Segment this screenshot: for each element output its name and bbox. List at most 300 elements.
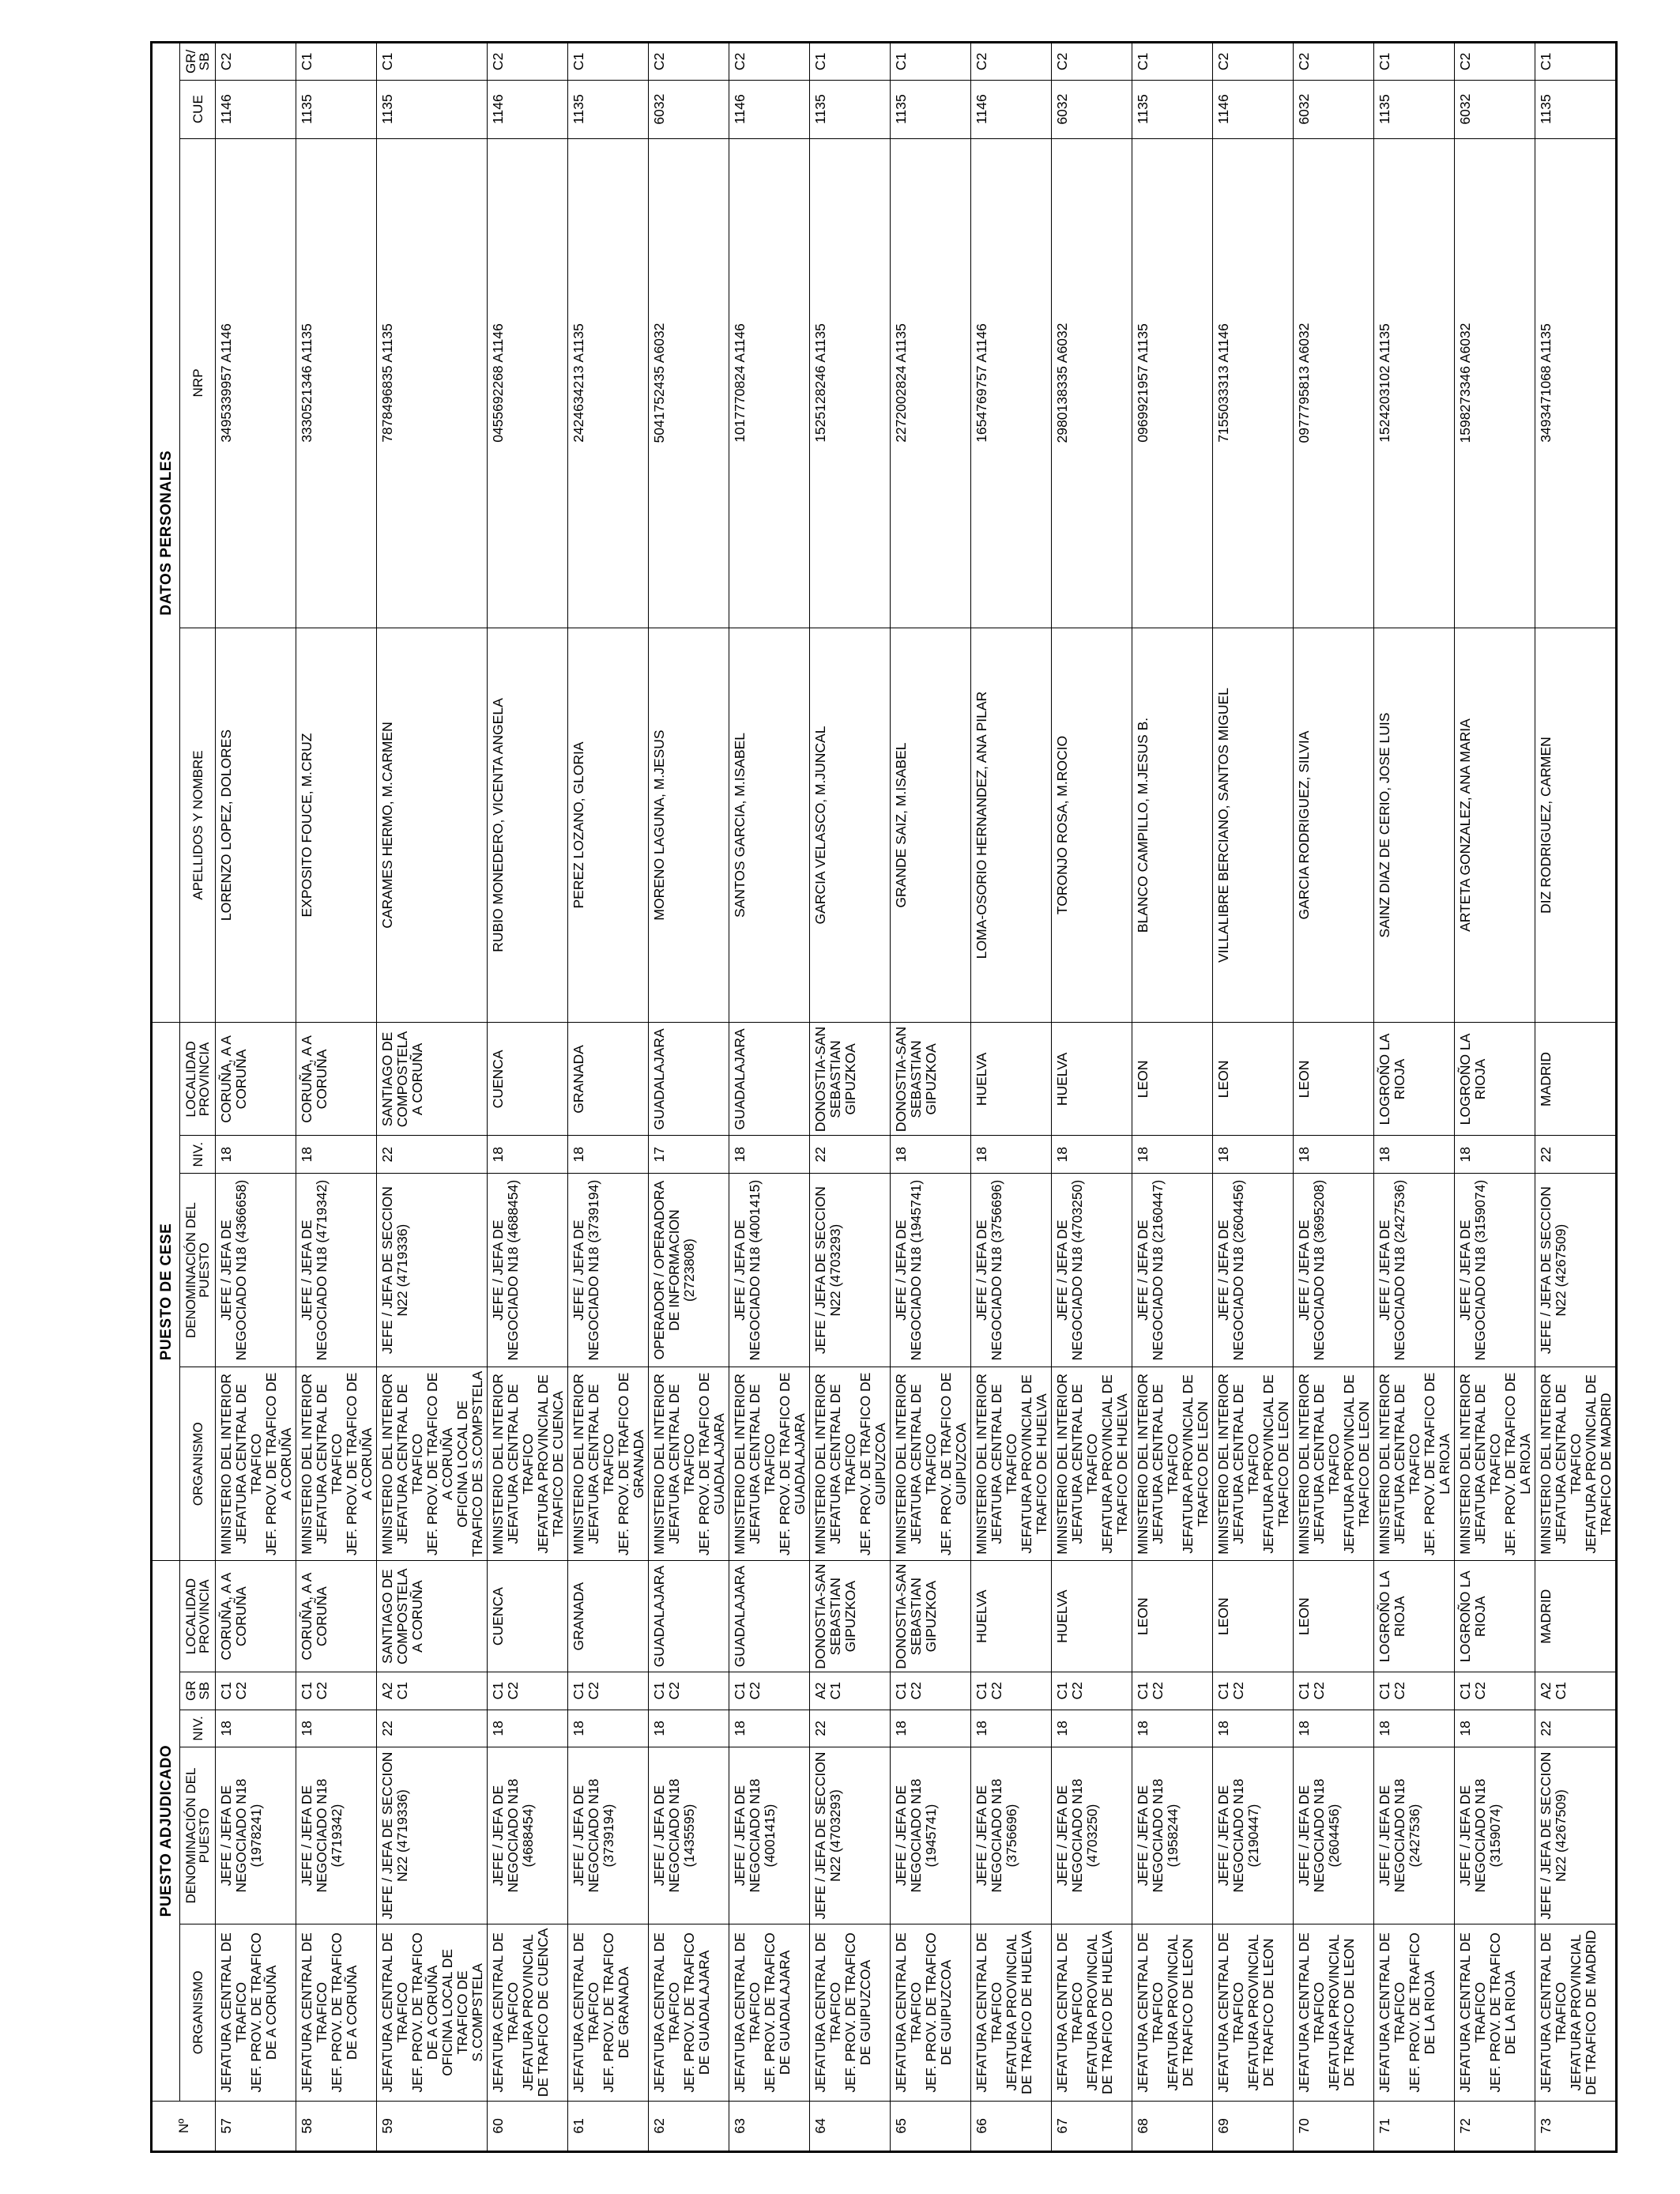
row-number-cell: 72 [1455, 2101, 1535, 2151]
organismo-adjudicado-cell [296, 1924, 377, 2101]
denominacion-adjudicado-cell: JEFE / JEFA DE NEGOCIADO N18 (1958244) [1132, 1747, 1213, 1924]
grupo-personal-cell: C2 [971, 43, 1052, 81]
apellidos-nombre-cell: GRANDE SAIZ, M.ISABEL [891, 628, 971, 1023]
organismo-adjudicado-cell [1374, 1924, 1455, 2101]
apellidos-nombre-cell: SAINZ DIAZ DE CERIO, JOSE LUIS [1374, 628, 1455, 1023]
localidad-adjudicado-cell: CORUÑA, A A CORUÑA [296, 1561, 377, 1672]
denominacion-adjudicado-cell: JEFE / JEFA DE NEGOCIADO N18 (1435595) [649, 1747, 729, 1924]
organismo-cese-line: JEFATURA CENTRAL DE TRAFICO [505, 1384, 536, 1544]
organismo-adjudicado-cell [971, 1924, 1052, 2101]
organismo-cese-cell [296, 1367, 377, 1561]
organismo-cese-line: JEFATURA CENTRAL DE TRAFICO [989, 1384, 1019, 1544]
organismo-adjudicado-line: JEF. PROV. DE TRAFICO DE GUADALAJARA [681, 1932, 712, 2093]
apellidos-nombre-cell: SANTOS GARCIA, M.ISABEL [729, 628, 810, 1023]
denominacion-adjudicado-cell: JEFE / JEFA DE NEGOCIADO N18 (4688454) [488, 1747, 568, 1924]
organismo-cese-line: JEFATURA CENTRAL DE TRAFICO [1150, 1384, 1181, 1544]
organismo-cese-line: MINISTERIO DEL INTERIOR [299, 1373, 315, 1555]
localidad-cese-cell: SANTIAGO DE COMPOSTELA A CORUÑA [377, 1023, 488, 1136]
nrp-cell: 1598273346 A6032 [1455, 138, 1535, 628]
denominacion-adjudicado-cell: JEFE / JEFA DE SECCION N22 (4267509) [1535, 1747, 1617, 1924]
localidad-adjudicado-cell: GUADALAJARA [729, 1561, 810, 1672]
organismo-cese-line: JEFATURA CENTRAL DE TRAFICO [1392, 1384, 1422, 1544]
nrp-cell: 0969921957 A1135 [1132, 138, 1213, 628]
table-row [377, 43, 488, 2152]
organismo-cese-line: JEFATURA PROVINCIAL DE TRAFICO DE LEON [1341, 1374, 1372, 1554]
grupo-adjudicado-cell: C1 C2 [729, 1672, 810, 1710]
denominacion-cese-cell: JEFE / JEFA DE NEGOCIADO N18 (4001415) [729, 1174, 810, 1367]
nrp-cell: 1525128246 A1135 [810, 138, 891, 628]
grupo-adjudicado-cell: C1 C2 [1455, 1672, 1535, 1710]
organismo-cese-line: MINISTERIO DEL INTERIOR [974, 1373, 989, 1555]
nrp-cell: 0455692268 A1146 [488, 138, 568, 628]
cuerpo-cell: 1135 [568, 80, 649, 138]
organismo-cese-line: MINISTERIO DEL INTERIOR [571, 1373, 586, 1555]
localidad-cese-cell: LEON [1213, 1023, 1294, 1136]
organismo-cese-line: JEFATURA CENTRAL DE TRAFICO [314, 1384, 345, 1544]
organismo-cese-line: JEF. PROV. DE TRAFICO DE A CORUÑA [344, 1372, 375, 1556]
header-gr-sb: GR SB [180, 1672, 216, 1710]
organismo-cese-cell [1535, 1367, 1617, 1561]
header-localidad-cese: LOCALIDAD PROVINCIA [180, 1023, 216, 1136]
organismo-cese-line: MINISTERIO DEL INTERIOR [1538, 1373, 1554, 1555]
apellidos-nombre-cell: PEREZ LOZANO, GLORIA [568, 628, 649, 1023]
nivel-cese-cell: 17 [649, 1136, 729, 1174]
nivel-adjudicado-cell: 18 [649, 1710, 729, 1747]
grupo-adjudicado-cell: A2 C1 [810, 1672, 891, 1710]
header-niv: NIV. [180, 1710, 216, 1747]
table-row [488, 43, 568, 2152]
grupo-personal-cell: C1 [1132, 43, 1213, 81]
organismo-adjudicado-cell [1213, 1924, 1294, 2101]
organismo-cese-cell [810, 1367, 891, 1561]
cuerpo-cell: 1135 [296, 80, 377, 138]
header-cue: CUE [180, 80, 216, 138]
organismo-cese-cell [1294, 1367, 1374, 1561]
grupo-adjudicado-cell: C1 C2 [296, 1672, 377, 1710]
cuerpo-cell: 1146 [729, 80, 810, 138]
grupo-adjudicado-cell: C1 C2 [1132, 1672, 1213, 1710]
header-organismo: ORGANISMO [180, 1924, 216, 2101]
organismo-cese-line: JEFATURA CENTRAL DE TRAFICO [233, 1384, 264, 1544]
localidad-adjudicado-cell: HUELVA [1052, 1561, 1132, 1672]
table-row [649, 43, 729, 2152]
localidad-cese-cell: GUADALAJARA [729, 1023, 810, 1136]
nivel-adjudicado-cell: 22 [377, 1710, 488, 1747]
denominacion-cese-cell: JEFE / JEFA DE NEGOCIADO N18 (3739194) [568, 1174, 649, 1367]
header-nrp: NRP [180, 138, 216, 628]
row-number-cell: 63 [729, 2101, 810, 2151]
organismo-cese-line: JEF. PROV. DE TRAFICO DE A CORUÑA [424, 1372, 455, 1556]
apellidos-nombre-cell: GARCIA RODRIGUEZ, SILVIA [1294, 628, 1374, 1023]
nivel-adjudicado-cell: 18 [216, 1710, 296, 1747]
apellidos-nombre-cell: RUBIO MONEDERO, VICENTA ANGELA [488, 628, 568, 1023]
nivel-adjudicado-cell: 18 [1132, 1710, 1213, 1747]
organismo-cese-line: JEFATURA CENTRAL DE TRAFICO [1472, 1384, 1503, 1544]
organismo-cese-line: MINISTERIO DEL INTERIOR [1054, 1373, 1070, 1555]
organismo-adjudicado-cell [1052, 1924, 1132, 2101]
grupo-adjudicado-cell: C1 C2 [216, 1672, 296, 1710]
table-row [568, 43, 649, 2152]
nivel-adjudicado-cell: 18 [891, 1710, 971, 1747]
organismo-adjudicado-line: JEFATURA CENTRAL DE TRAFICO [893, 1932, 924, 2093]
nrp-cell: 7878496835 A1135 [377, 138, 488, 628]
grupo-personal-cell: C2 [729, 43, 810, 81]
grupo-personal-cell: C1 [296, 43, 377, 81]
nivel-cese-cell: 18 [891, 1136, 971, 1174]
cuerpo-cell: 1135 [377, 80, 488, 138]
grupo-adjudicado-cell: C1 C2 [568, 1672, 649, 1710]
grupo-adjudicado-cell: C1 C2 [891, 1672, 971, 1710]
organismo-cese-cell [1213, 1367, 1294, 1561]
organismo-cese-line: JEFATURA CENTRAL DE TRAFICO [827, 1384, 858, 1544]
grupo-personal-cell: C2 [1052, 43, 1132, 81]
grupo-personal-cell: C1 [1535, 43, 1617, 81]
organismo-adjudicado-line: JEFATURA CENTRAL DE TRAFICO [1135, 1932, 1166, 2093]
organismo-cese-line: MINISTERIO DEL INTERIOR [490, 1373, 506, 1555]
apellidos-nombre-cell: CARAMES HERMO, M.CARMEN [377, 628, 488, 1023]
organismo-cese-line: JEFATURA CENTRAL DE TRAFICO [747, 1384, 778, 1544]
nivel-cese-cell: 22 [810, 1136, 891, 1174]
apellidos-nombre-cell: VILLALIBRE BERCIANO, SANTOS MIGUEL [1213, 628, 1294, 1023]
organismo-adjudicado-line: JEFATURA CENTRAL DE TRAFICO [1054, 1932, 1085, 2093]
cuerpo-cell: 6032 [1294, 80, 1374, 138]
organismo-cese-line: JEFATURA CENTRAL DE TRAFICO [666, 1384, 697, 1544]
denominacion-adjudicado-cell: JEFE / JEFA DE NEGOCIADO N18 (1978241) [216, 1747, 296, 1924]
row-number-cell: 65 [891, 2101, 971, 2151]
organismo-cese-cell [649, 1367, 729, 1561]
grupo-adjudicado-cell: C1 C2 [488, 1672, 568, 1710]
nrp-cell: 7155033313 A1146 [1213, 138, 1294, 628]
denominacion-adjudicado-cell: JEFE / JEFA DE NEGOCIADO N18 (4001415) [729, 1747, 810, 1924]
organismo-adjudicado-line: JEFATURA PROVINCIAL DE TRAFICO DE MADRID [1568, 1929, 1599, 2095]
organismo-adjudicado-line: JEFATURA CENTRAL DE TRAFICO [1538, 1932, 1569, 2093]
denominacion-adjudicado-cell: JEFE / JEFA DE NEGOCIADO N18 (4703250) [1052, 1747, 1132, 1924]
nivel-adjudicado-cell: 18 [729, 1710, 810, 1747]
apellidos-nombre-cell: LORENZO LOPEZ, DOLORES [216, 628, 296, 1023]
nivel-adjudicado-cell: 22 [810, 1710, 891, 1747]
organismo-adjudicado-cell [1132, 1924, 1213, 2101]
header-puesto-cese: PUESTO DE CESE [152, 1023, 180, 1561]
organismo-cese-line: MINISTERIO DEL INTERIOR [1135, 1373, 1151, 1555]
cuerpo-cell: 1146 [216, 80, 296, 138]
organismo-cese-line: JEF. PROV. DE TRAFICO DE LA RIOJA [1422, 1372, 1452, 1556]
denominacion-adjudicado-cell: JEFE / JEFA DE NEGOCIADO N18 (2604456) [1294, 1747, 1374, 1924]
denominacion-cese-cell: JEFE / JEFA DE SECCION N22 (4719336) [377, 1174, 488, 1367]
organismo-adjudicado-line: JEFATURA CENTRAL DE TRAFICO [1457, 1932, 1488, 2093]
organismo-cese-cell [891, 1367, 971, 1561]
header-no: Nº [152, 2101, 216, 2151]
nivel-adjudicado-cell: 18 [1052, 1710, 1132, 1747]
cuerpo-cell: 6032 [1052, 80, 1132, 138]
organismo-cese-line: JEFATURA CENTRAL DE TRAFICO [1553, 1384, 1584, 1544]
organismo-cese-line: JEF. PROV. DE TRAFICO DE GUIPUZCOA [857, 1372, 888, 1556]
denominacion-cese-cell: JEFE / JEFA DE NEGOCIADO N18 (2604456) [1213, 1174, 1294, 1367]
denominacion-adjudicado-cell: JEFE / JEFA DE NEGOCIADO N18 (2427536) [1374, 1747, 1455, 1924]
organismo-cese-line: JEF. PROV. DE TRAFICO DE GRANADA [616, 1372, 646, 1556]
organismo-cese-cell [216, 1367, 296, 1561]
organismo-adjudicado-line: JEF. PROV. DE TRAFICO DE LA RIOJA [1487, 1932, 1518, 2093]
organismo-cese-line: JEF. PROV. DE TRAFICO DE A CORUÑA [263, 1372, 294, 1556]
nivel-cese-cell: 22 [377, 1136, 488, 1174]
nivel-cese-cell: 18 [729, 1136, 810, 1174]
organismo-cese-cell [1374, 1367, 1455, 1561]
grupo-personal-cell: C1 [377, 43, 488, 81]
organismo-cese-line: JEFATURA PROVINCIAL DE TRAFICO DE HUELVA [1019, 1374, 1049, 1554]
localidad-cese-cell: DONOSTIA-SAN SEBASTIAN GIPUZKOA [810, 1023, 891, 1136]
cuerpo-cell: 1135 [1374, 80, 1455, 138]
row-number-cell: 64 [810, 2101, 891, 2151]
table-row [1294, 43, 1374, 2152]
organismo-adjudicado-line: JEF. PROV. DE TRAFICO DE A CORUÑA [409, 1932, 440, 2093]
row-number-cell: 73 [1535, 2101, 1617, 2151]
organismo-adjudicado-cell [488, 1924, 568, 2101]
localidad-adjudicado-cell: GRANADA [568, 1561, 649, 1672]
row-number-cell: 71 [1374, 2101, 1455, 2151]
nivel-cese-cell: 18 [1213, 1136, 1294, 1174]
row-number-cell: 58 [296, 2101, 377, 2151]
table-row [729, 43, 810, 2152]
localidad-cese-cell: CORUÑA, A A CORUÑA [216, 1023, 296, 1136]
grupo-personal-cell: C2 [488, 43, 568, 81]
grupo-adjudicado-cell: C1 C2 [649, 1672, 729, 1710]
localidad-cese-cell: HUELVA [971, 1023, 1052, 1136]
table-body [216, 43, 1617, 2152]
organismo-cese-line: MINISTERIO DEL INTERIOR [893, 1373, 909, 1555]
localidad-cese-cell: MADRID [1535, 1023, 1617, 1136]
organismo-cese-cell [1132, 1367, 1213, 1561]
row-number-cell: 68 [1132, 2101, 1213, 2151]
nrp-cell: 2980138335 A6032 [1052, 138, 1132, 628]
grupo-personal-cell: C2 [1294, 43, 1374, 81]
organismo-adjudicado-line: JEFATURA CENTRAL DE TRAFICO [1215, 1932, 1246, 2093]
row-number-cell: 69 [1213, 2101, 1294, 2151]
organismo-cese-line: MINISTERIO DEL INTERIOR [1215, 1373, 1231, 1555]
header-puesto-adjudicado: PUESTO ADJUDICADO [152, 1561, 180, 2101]
localidad-adjudicado-cell: DONOSTIA-SAN SEBASTIAN GIPUZKOA [891, 1561, 971, 1672]
organismo-adjudicado-cell [891, 1924, 971, 2101]
nrp-cell: 2424634213 A1135 [568, 138, 649, 628]
apellidos-nombre-cell: MORENO LAGUNA, M.JESUS [649, 628, 729, 1023]
apellidos-nombre-cell: DIZ RODRIGUEZ, CARMEN [1535, 628, 1617, 1023]
grupo-adjudicado-cell: C1 C2 [1374, 1672, 1455, 1710]
grupo-adjudicado-cell: C1 C2 [1294, 1672, 1374, 1710]
denominacion-adjudicado-cell: JEFE / JEFA DE NEGOCIADO N18 (3739194) [568, 1747, 649, 1924]
localidad-adjudicado-cell: LEON [1132, 1561, 1213, 1672]
organismo-cese-line: JEFATURA PROVINCIAL DE TRAFICO DE LEON [1180, 1374, 1211, 1554]
localidad-cese-cell: GUADALAJARA [649, 1023, 729, 1136]
localidad-adjudicado-cell: CORUÑA, A A CORUÑA [216, 1561, 296, 1672]
localidad-adjudicado-cell: SANTIAGO DE COMPOSTELA A CORUÑA [377, 1561, 488, 1672]
organismo-cese-line: JEF. PROV. DE TRAFICO DE GUIPUZCOA [938, 1372, 969, 1556]
organismo-cese-line: MINISTERIO DEL INTERIOR [651, 1373, 667, 1555]
nivel-cese-cell: 22 [1535, 1136, 1617, 1174]
nivel-cese-cell: 18 [216, 1136, 296, 1174]
organismo-adjudicado-line: JEFATURA CENTRAL DE TRAFICO [299, 1932, 330, 2093]
localidad-cese-cell: GRANADA [568, 1023, 649, 1136]
organismo-adjudicado-line: JEFATURA PROVINCIAL DE TRAFICO DE HUELVA [1004, 1930, 1034, 2094]
organismo-adjudicado-cell [1455, 1924, 1535, 2101]
row-number-cell: 67 [1052, 2101, 1132, 2151]
header-gr-sb-personal: GR/ SB [180, 43, 216, 81]
row-number-cell: 59 [377, 2101, 488, 2151]
organismo-cese-cell [377, 1367, 488, 1561]
cuerpo-cell: 1135 [1535, 80, 1617, 138]
organismo-adjudicado-cell [1535, 1924, 1617, 2101]
nivel-cese-cell: 18 [296, 1136, 377, 1174]
table-row [296, 43, 377, 2152]
organismo-cese-line: JEFATURA CENTRAL DE TRAFICO [1230, 1384, 1261, 1544]
localidad-cese-cell: CORUÑA, A A CORUÑA [296, 1023, 377, 1136]
resolution-table [150, 41, 1618, 2153]
table-row [891, 43, 971, 2152]
organismo-adjudicado-line: JEFATURA CENTRAL DE TRAFICO [974, 1932, 1004, 2093]
localidad-adjudicado-cell: LEON [1213, 1561, 1294, 1672]
denominacion-adjudicado-cell: JEFE / JEFA DE SECCION N22 (4719336) [377, 1747, 488, 1924]
denominacion-adjudicado-cell: JEFE / JEFA DE SECCION N22 (4703293) [810, 1747, 891, 1924]
apellidos-nombre-cell: ARTETA GONZALEZ, ANA MARIA [1455, 628, 1535, 1023]
organismo-cese-line: MINISTERIO DEL INTERIOR [812, 1373, 828, 1555]
localidad-cese-cell: LEON [1132, 1023, 1213, 1136]
nivel-adjudicado-cell: 18 [488, 1710, 568, 1747]
organismo-cese-cell [568, 1367, 649, 1561]
organismo-adjudicado-line: JEFATURA CENTRAL DE TRAFICO [1377, 1932, 1407, 2093]
organismo-cese-line: JEFATURA CENTRAL DE TRAFICO [586, 1384, 616, 1544]
organismo-cese-cell [971, 1367, 1052, 1561]
nrp-cell: 1524203102 A1135 [1374, 138, 1455, 628]
organismo-adjudicado-line: JEFATURA CENTRAL DE TRAFICO [651, 1932, 682, 2093]
table-row [1213, 43, 1294, 2152]
grupo-adjudicado-cell: C1 C2 [971, 1672, 1052, 1710]
grupo-adjudicado-cell: C1 C2 [1052, 1672, 1132, 1710]
table-row [1132, 43, 1213, 2152]
organismo-adjudicado-line: JEF. PROV. DE TRAFICO DE A CORUÑA [248, 1932, 279, 2093]
header-datos-personales: DATOS PERSONALES [152, 43, 180, 1023]
localidad-adjudicado-cell: LOGROÑO LA RIOJA [1455, 1561, 1535, 1672]
header-denominacion-cese: DENOMINACIÓN DEL PUESTO [180, 1174, 216, 1367]
nivel-adjudicado-cell: 18 [1213, 1710, 1294, 1747]
organismo-adjudicado-line: JEFATURA PROVINCIAL DE TRAFICO DE HUELVA [1084, 1930, 1115, 2094]
row-number-cell: 70 [1294, 2101, 1374, 2151]
organismo-cese-line: JEF. PROV. DE TRAFICO DE LA RIOJA [1502, 1372, 1533, 1556]
grupo-personal-cell: C2 [1455, 43, 1535, 81]
organismo-cese-cell [729, 1367, 810, 1561]
denominacion-cese-cell: JEFE / JEFA DE NEGOCIADO N18 (1945741) [891, 1174, 971, 1367]
row-number-cell: 60 [488, 2101, 568, 2151]
denominacion-cese-cell: OPERADOR / OPERADORA DE INFORMACION (2723808) [649, 1174, 729, 1367]
organismo-adjudicado-line: JEFATURA CENTRAL DE TRAFICO [1296, 1932, 1327, 2093]
denominacion-adjudicado-cell: JEFE / JEFA DE NEGOCIADO N18 (1945741) [891, 1747, 971, 1924]
organismo-adjudicado-line: JEF. PROV. DE TRAFICO DE GUADALAJARA [762, 1932, 793, 2093]
organismo-cese-line: JEFATURA CENTRAL DE TRAFICO [1069, 1384, 1100, 1544]
localidad-cese-cell: CUENCA [488, 1023, 568, 1136]
nrp-cell: 2272002824 A1135 [891, 138, 971, 628]
table-row [1535, 43, 1617, 2152]
localidad-cese-cell: LEON [1294, 1023, 1374, 1136]
cuerpo-cell: 1146 [488, 80, 568, 138]
localidad-adjudicado-cell: MADRID [1535, 1561, 1617, 1672]
table-row [1374, 43, 1455, 2152]
denominacion-cese-cell: JEFE / JEFA DE NEGOCIADO N18 (4719342) [296, 1174, 377, 1367]
nrp-cell: 0977795813 A6032 [1294, 138, 1374, 628]
organismo-cese-line: JEFATURA CENTRAL DE TRAFICO [1311, 1384, 1342, 1544]
denominacion-adjudicado-cell: JEFE / JEFA DE NEGOCIADO N18 (4719342) [296, 1747, 377, 1924]
organismo-cese-cell [488, 1367, 568, 1561]
row-number-cell: 66 [971, 2101, 1052, 2151]
localidad-adjudicado-cell: HUELVA [971, 1561, 1052, 1672]
grupo-personal-cell: C1 [810, 43, 891, 81]
grupo-adjudicado-cell: C1 C2 [1213, 1672, 1294, 1710]
table-row [1455, 43, 1535, 2152]
organismo-cese-cell [1455, 1367, 1535, 1561]
organismo-adjudicado-line: JEFATURA CENTRAL DE TRAFICO [812, 1932, 843, 2093]
denominacion-cese-cell: JEFE / JEFA DE NEGOCIADO N18 (3159074) [1455, 1174, 1535, 1367]
nivel-adjudicado-cell: 18 [1374, 1710, 1455, 1747]
organismo-cese-line: MINISTERIO DEL INTERIOR [1296, 1373, 1312, 1555]
organismo-cese-cell [1052, 1367, 1132, 1561]
organismo-adjudicado-line: JEFATURA CENTRAL DE TRAFICO [218, 1932, 249, 2093]
nivel-adjudicado-cell: 18 [568, 1710, 649, 1747]
organismo-adjudicado-line: JEFATURA PROVINCIAL DE TRAFICO DE CUENCA [520, 1928, 551, 2098]
header-niv-cese: NIV. [180, 1136, 216, 1174]
denominacion-cese-cell: JEFE / JEFA DE NEGOCIADO N18 (4366658) [216, 1174, 296, 1367]
organismo-cese-line: JEFATURA CENTRAL DE TRAFICO [908, 1384, 939, 1544]
grupo-adjudicado-cell: A2 C1 [377, 1672, 488, 1710]
nivel-cese-cell: 18 [1455, 1136, 1535, 1174]
organismo-adjudicado-line: JEFATURA PROVINCIAL DE TRAFICO DE LEON [1326, 1934, 1357, 2091]
nivel-adjudicado-cell: 18 [1294, 1710, 1374, 1747]
nrp-cell: 3495339957 A1146 [216, 138, 296, 628]
cuerpo-cell: 1135 [1132, 80, 1213, 138]
localidad-adjudicado-cell: LEON [1294, 1561, 1374, 1672]
organismo-adjudicado-cell [729, 1924, 810, 2101]
denominacion-cese-cell: JEFE / JEFA DE NEGOCIADO N18 (3756696) [971, 1174, 1052, 1367]
header-denominacion: DENOMINACIÓN DEL PUESTO [180, 1747, 216, 1924]
nivel-cese-cell: 18 [1052, 1136, 1132, 1174]
organismo-cese-line: MINISTERIO DEL INTERIOR [1457, 1373, 1473, 1555]
organismo-cese-line: JEFATURA CENTRAL DE TRAFICO [394, 1384, 425, 1544]
organismo-adjudicado-line: JEF. PROV. DE TRAFICO DE GUIPUZCOA [923, 1932, 954, 2093]
cuerpo-cell: 1146 [971, 80, 1052, 138]
organismo-cese-line: JEF. PROV. DE TRAFICO DE GUADALAJARA [696, 1372, 727, 1556]
grupo-personal-cell: C2 [216, 43, 296, 81]
apellidos-nombre-cell: LOMA-OSORIO HERNANDEZ, ANA PILAR [971, 628, 1052, 1023]
nivel-cese-cell: 18 [488, 1136, 568, 1174]
cuerpo-cell: 1135 [891, 80, 971, 138]
organismo-adjudicado-line: JEFATURA CENTRAL DE TRAFICO [379, 1932, 410, 2093]
apellidos-nombre-cell: BLANCO CAMPILLO, M.JESUS B. [1132, 628, 1213, 1023]
nrp-cell: 5041752435 A6032 [649, 138, 729, 628]
localidad-adjudicado-cell: LOGROÑO LA RIOJA [1374, 1561, 1455, 1672]
organismo-adjudicado-cell [216, 1924, 296, 2101]
nivel-adjudicado-cell: 22 [1535, 1710, 1617, 1747]
nrp-cell: 3330521346 A1135 [296, 138, 377, 628]
organismo-cese-line: JEFATURA PROVINCIAL DE TRAFICO DE MADRID [1583, 1374, 1614, 1554]
organismo-adjudicado-line: JEF. PROV. DE TRAFICO DE LA RIOJA [1407, 1932, 1437, 2093]
grupo-personal-cell: C1 [1374, 43, 1455, 81]
organismo-adjudicado-line: OFICINA LOCAL DE TRAFICO DE S.COMPSTELA [439, 1948, 485, 2076]
row-number-cell: 57 [216, 2101, 296, 2151]
nrp-cell: 1654769757 A1146 [971, 138, 1052, 628]
localidad-adjudicado-cell: DONOSTIA-SAN SEBASTIAN GIPUZKOA [810, 1561, 891, 1672]
organismo-adjudicado-cell [649, 1924, 729, 2101]
organismo-adjudicado-line: JEFATURA PROVINCIAL DE TRAFICO DE LEON [1245, 1934, 1276, 2091]
organismo-cese-line: MINISTERIO DEL INTERIOR [1377, 1373, 1392, 1555]
nivel-cese-cell: 18 [568, 1136, 649, 1174]
cuerpo-cell: 6032 [1455, 80, 1535, 138]
apellidos-nombre-cell: EXPOSITO FOUCE, M.CRUZ [296, 628, 377, 1023]
table-row [216, 43, 296, 2152]
nivel-cese-cell: 18 [1132, 1136, 1213, 1174]
